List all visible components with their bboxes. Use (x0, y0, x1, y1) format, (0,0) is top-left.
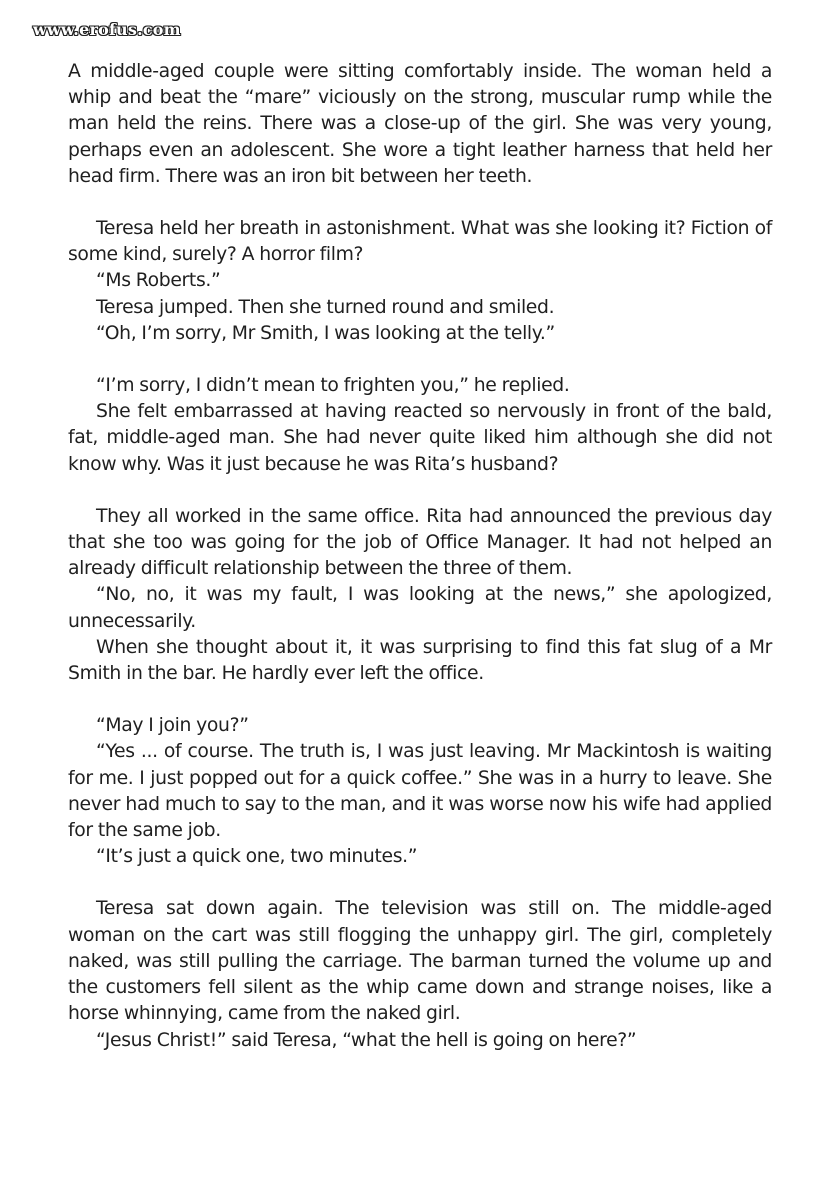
paragraph: “I’m sorry, I didn’t mean to frighten you,” he replied. (96, 375, 570, 397)
paragraph: Teresa held her breath in astonishment. What was she looking it? Fiction of some kind, surely? A horror film? (68, 218, 772, 266)
paragraph: When she thought about it, it was surprising to find this fat slug of a Mr Smith in the bar. He hardly ever left the office. (68, 636, 772, 685)
paragraph: She felt embarrassed at having reacted so nervously in front of the bald, fat, middle-aged man. She had never quite liked him although she did not know why. Was it just because he was Rita’s husband? (68, 401, 772, 475)
paragraph: “Yes ... of course. The truth is, I was just leaving. Mr Mackintosh is waiting for me. I just popped out for a quick coffee.” She was in a hurry to leave. She never had much to say to the man, and it was worse now his wife had applied for the same job. (68, 741, 772, 842)
paragraph: A middle-aged couple were sitting comfortably inside. The woman held a whip and beat the “mare” viciously on the strong, muscular rump while the man held the reins. There was a close-up of the girl. She was very young, perhaps even an adolescent. She wore a tight leather harness that held her head firm. There was an iron bit between her teeth. (68, 61, 772, 187)
paragraph: “It’s just a quick one, two minutes.” (96, 846, 418, 868)
paragraph: They all worked in the same office. Rita had announced the previous day that she too was going for the job of Office Manager. It had not helped an already difficult relationship between the three of them. (68, 505, 772, 580)
site-watermark: www.erofus.com (33, 20, 181, 39)
paragraph: “Oh, I’m sorry, Mr Smith, I was looking at the telly.” (96, 322, 555, 344)
page-text (68, 59, 772, 1054)
paragraph: Teresa jumped. Then she turned round and smiled. (96, 296, 555, 318)
paragraph: “Jesus Christ!” said Teresa, “what the hell is going on here?” (96, 1029, 637, 1051)
paragraph: “No, no, it was my fault, I was looking at the news,” she apologized, unnecessarily. (68, 584, 772, 632)
paragraph: Teresa sat down again. The television was still on. The middle-aged woman on the cart was still flogging the unhappy girl. The girl, completely naked, was still pulling the carriage. The barman turned the volume up and the customers fell silent as the whip came down and strange noises, like a horse whinnying, came from the naked girl. (68, 898, 772, 1025)
paragraph: “Ms Roberts.” (96, 270, 221, 292)
paragraph: “May I join you?” (96, 715, 249, 737)
